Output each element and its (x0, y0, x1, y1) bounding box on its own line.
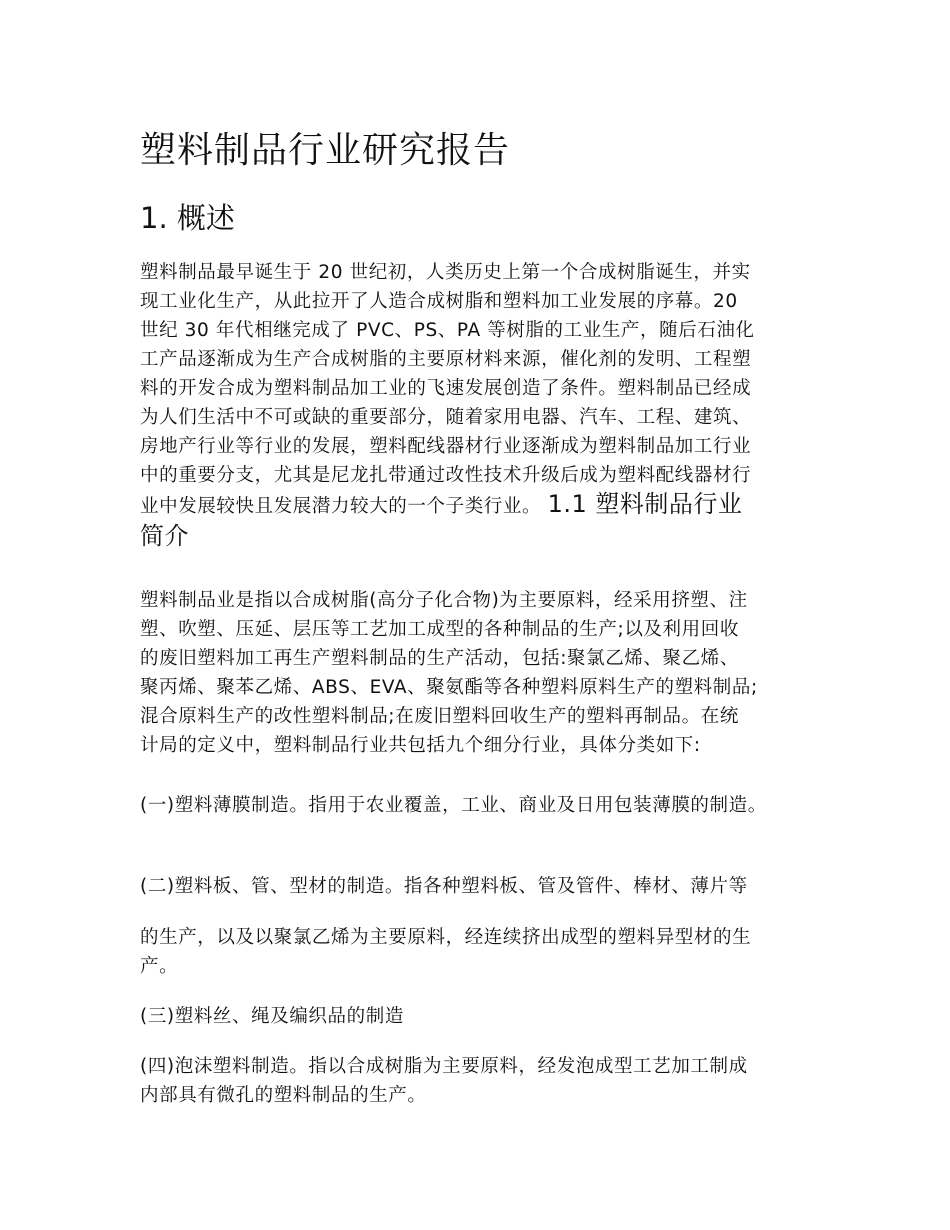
intro-line: 料的开发合成为塑料制品加工业的飞速发展创造了条件。塑料制品已经成 (140, 378, 752, 399)
category-item-3: (三)塑料丝、绳及编织品的制造 (140, 1006, 404, 1027)
definition-line: 计局的定义中，塑料制品行业共包括九个细分行业，具体分类如下: (140, 735, 701, 756)
category-item-2-cont: 产。 (140, 956, 179, 977)
intro-paragraph (140, 258, 830, 551)
category-item-4-cont: 内部具有微孔的塑料制品的生产。 (140, 1085, 427, 1106)
definition-paragraph (140, 586, 830, 760)
intro-line: 工产品逐渐成为生产合成树脂的主要原材料来源，催化剂的发明、工程塑 (140, 349, 752, 370)
category-item-1: (一)塑料薄膜制造。指用于农业覆盖，工业、商业及日用包装薄膜的制造。 (140, 795, 767, 816)
page-title: 塑料制品行业研究报告 (140, 130, 511, 171)
definition-line: 聚丙烯、聚苯乙烯、ABS、EVA、聚氨酯等各种塑料原料生产的塑料制品; (140, 677, 758, 698)
intro-line-with-heading (140, 490, 830, 521)
intro-line: 房地产行业等行业的发展，塑料配线器材行业逐渐成为塑料制品加工行业 (140, 436, 752, 457)
intro-line: 为人们生活中不可或缺的重要部分，随着家用电器、汽车、工程、建筑、 (140, 407, 752, 428)
definition-line: 的废旧塑料加工再生产塑料制品的生产活动，包括:聚氯乙烯、聚乙烯、 (140, 648, 739, 669)
definition-line: 塑、吹塑、压延、层压等工艺加工成型的各种制品的生产;以及利用回收 (140, 619, 739, 640)
section-heading-overview: 1. 概述 (140, 201, 235, 235)
intro-line: 世纪 30 年代相继完成了 PVC、PS、PA 等树脂的工业生产，随后石油化 (140, 320, 755, 341)
section-heading-industry-intro-cont: 简介 (140, 522, 189, 550)
category-item-2: (二)塑料板、管、型材的制造。指各种塑料板、管及管件、棒材、薄片等 (140, 876, 748, 897)
definition-line: 塑料制品业是指以合成树脂(高分子化合物)为主要原料，经采用挤塑、注 (140, 590, 748, 611)
intro-line: 现工业化生产，从此拉开了人造合成树脂和塑料加工业发展的序幕。20 (140, 291, 738, 312)
category-item-2-cont: 的生产，以及以聚氯乙烯为主要原料，经连续挤出成型的塑料异型材的生 (140, 927, 752, 948)
intro-line: 中的重要分支，尤其是尼龙扎带通过改性技术升级后成为塑料配线器材行 (140, 465, 752, 486)
intro-line: 业中发展较快且发展潜力较大的一个子类行业。 (140, 496, 542, 517)
intro-line: 塑料制品最早诞生于 20 世纪初，人类历史上第一个合成树脂诞生，并实 (140, 262, 751, 283)
definition-line: 混合原料生产的改性塑料制品;在废旧塑料回收生产的塑料再制品。在统 (140, 706, 739, 727)
category-item-4: (四)泡沫塑料制造。指以合成树脂为主要原料，经发泡成型工艺加工制成 (140, 1056, 748, 1077)
section-heading-industry-intro: 1.1 塑料制品行业 (547, 490, 743, 518)
